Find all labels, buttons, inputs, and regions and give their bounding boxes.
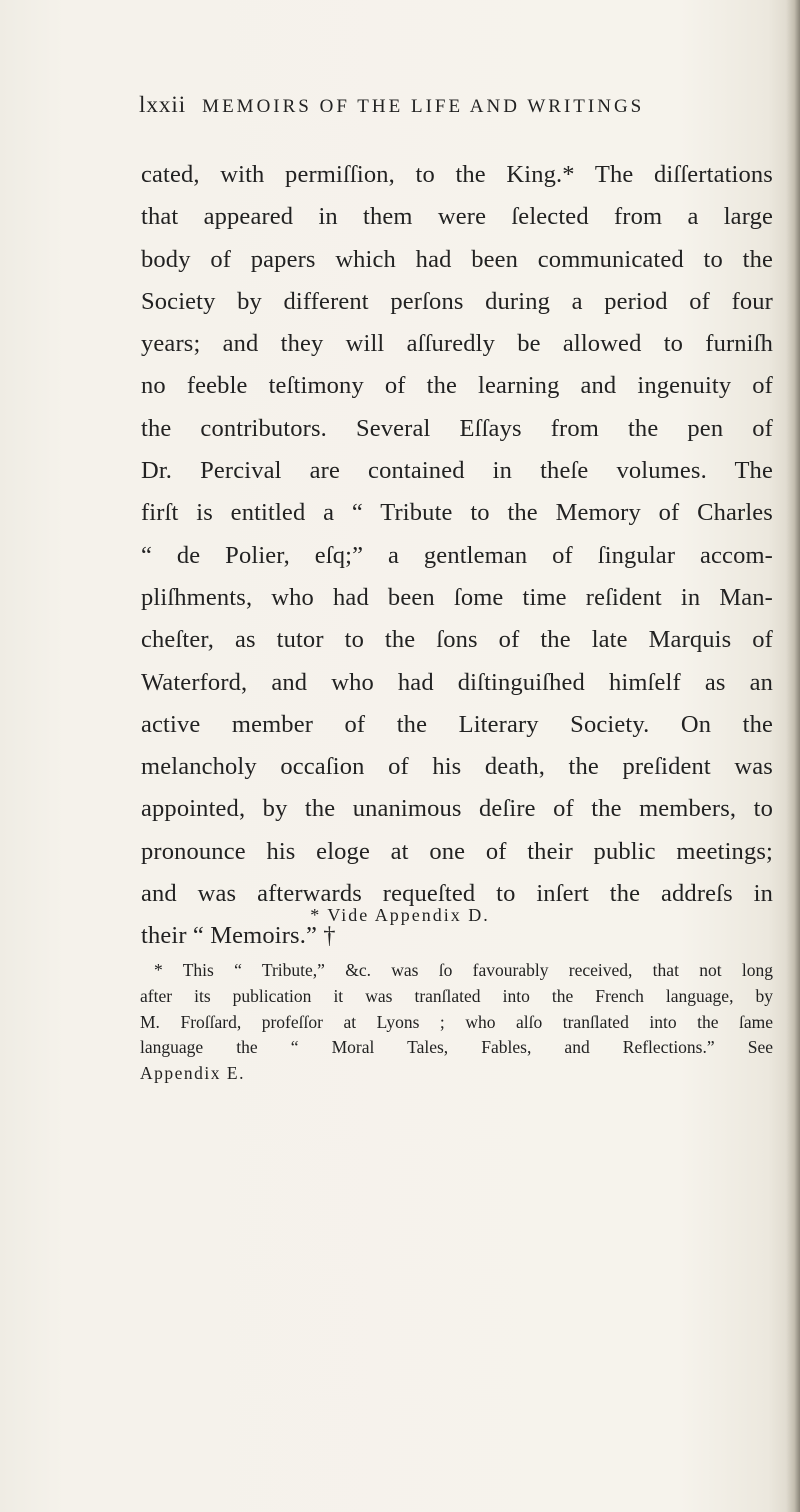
body-line: their “ Memoirs.” † (141, 922, 336, 950)
body-line: appointed, by the unanimous deſire of the members, to (141, 795, 773, 823)
body-paragraph (141, 154, 773, 958)
body-line: the contributors. Several Eſſays from the pen of (141, 414, 773, 442)
body-line: years; and they will aſſuredly be allowed to furniſh (141, 330, 773, 358)
page-number: lxxii (139, 92, 187, 117)
body-line: no feeble teſtimony of the learning and ingenuity of (141, 372, 773, 400)
page-edge-shadow (786, 0, 800, 1512)
body-line: pliſhments, who had been ſome time reſident in Man- (141, 583, 773, 611)
footnote (140, 958, 773, 1087)
footnote-line: M. Froſſard, profeſſor at Lyons ; who alſo tranſlated into the ſame (140, 1011, 773, 1032)
page-header (139, 92, 769, 118)
body-line: pronounce his eloge at one of their public meetings; (141, 837, 773, 865)
body-line: body of papers which had been communicated to the (141, 245, 773, 273)
body-line: Waterford, and who had diſtinguiſhed himſelf as an (141, 668, 773, 696)
footnote-line: after its publication it was tranſlated into the French language, by (140, 985, 773, 1006)
footnote-line: Appendix E. (140, 1063, 245, 1084)
body-line: cheſter, as tutor to the ſons of the late Marquis of (141, 626, 773, 654)
body-line: Society by different perſons during a period of four (141, 287, 773, 315)
body-line: melancholy occaſion of his death, the preſident was (141, 753, 773, 781)
footnote-line: * This “ Tribute,” &c. was ſo favourably received, that not long (154, 960, 773, 980)
body-line: firſt is entitled a “ Tribute to the Memory of Charles (141, 499, 773, 527)
body-line: active member of the Literary Society. On the (141, 710, 773, 738)
body-line: that appeared in them were ſelected from a large (141, 203, 773, 231)
running-head: MEMOIRS OF THE LIFE AND WRITINGS (202, 96, 645, 117)
body-line: cated, with permiſſion, to the King.* The diſſertations (141, 161, 773, 188)
body-line: and was afterwards requeſted to inſert the addreſs in (141, 880, 773, 908)
footnote-line: language the “ Moral Tales, Fables, and Reflections.” See (140, 1037, 773, 1058)
body-line: Dr. Percival are contained in theſe volumes. The (141, 457, 773, 485)
appendix-reference: * Vide Appendix D. (310, 905, 490, 925)
body-line: “ de Polier, eſq;” a gentleman of ſingular accom- (141, 541, 773, 569)
